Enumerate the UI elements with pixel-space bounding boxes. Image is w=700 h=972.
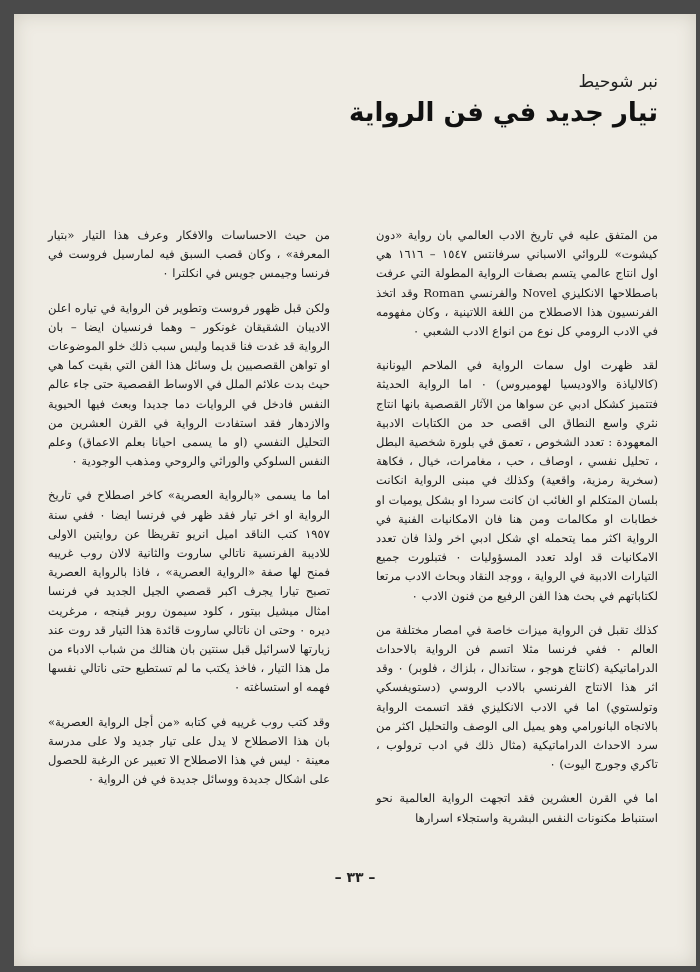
document-page <box>14 14 696 966</box>
author-name: نبر شوحيط <box>578 72 658 92</box>
paragraph: وقد كتب روب غرييه في كتابه «من أجل الرواية العصرية» بان هذا الاصطلاح لا يدل على تيار جديد ولا على مدرسة معينة ٠ ليس في هذا الاصطلاح الا تعبير عن الرغبة للحصول على اشكال جديدة ووسائل جديدة في فن الرواية ٠ <box>48 714 330 787</box>
paragraph: اما ما يسمى «بالرواية العصرية» كاخر اصطلاح في تاريخ الرواية او اخر تيار فقد ظهر في فرنسا ايضا ٠ ففي سنة ١٩٥٧ كتب الناقد اميل انريو تقريظا عن روايتين الاولى للاديبة الفرنسية ناتالي ساروت والثانية لالان روب غرييه فمنح لها صفة «الرواية العصرية» ، فاذا بالرواية العصرية تصبح تيارا يجرف اكبر قصصي الجيل الجديد في فرنسا امثال ميشيل بيتور ، كلود سيمون روبر فينجه ، مرغريت ديره ٠ وحتى ان ناتالي ساروت قائدة هذا التيار قد روت عند زيارتها لاسرائيل قبل سنتين بان هنالك من شباب الادباء من مل هذا التيار ، فاخذ يكتب ما لم تستطيع حتى ناتالي نفسها فهمه او استساغته ٠ <box>48 488 330 695</box>
paragraph: لقد ظهرت اول سمات الرواية في الملاحم اليونانية (كالالياذة والاوديسيا لهوميروس) ٠ اما الرواية الحديثة فتتميز كشكل ادبي عن سواها من الآثار القصصية بانها انتاج نثري واسع النطاق الى اقصى حد من الكتابات الادبية المعهودة : تعدد الشخوص ، تعمق في بلورة شخصية البطل ، تحليل نفسي ، اوصاف ، حب ، مغامرات، خيال ، فكاهة (سخرية رمزية، واقعية) وكذلك في مبنى الرواية انكانت بلسان المتكلم او الغائب ان كانت سردا او بشكل يوميات او خطابات او مكالمات ومن هنا فان الامكانيات الفنية في الرواية اكثر مما يتحمله اي شكل ادبي اخر ولذا فان تعدد الامكانيات قد اولد تعدد المسؤوليات ٠ فتبلورت جميع التيارات الادبية في الرواية ، ووجد النقاد وبحاث الادب مرتعا لكتاباتهم في بحث هذا الفن الرفيع من فنون الادب ٠ <box>376 358 659 603</box>
article-title: تيار جديد في فن الرواية <box>348 98 658 128</box>
paragraph: ولكن قبل ظهور فروست وتطوير فن الرواية في تياره اعلن الاديبان الشقيقان غونكور – وهما فرنسيان ايضا – بان الرواية قد غدت فنا قديما وليس سبب ذلك خلو الموضوعات او تواهن القصصيين بل وسائل هذا الفن التي بقيت كما هي حيث بدت علائم الملل في الاوساط القصصية حتى جاء عالم النفس فادخل في الروايات دما جديدا وبعث فيها الحيوية والازدهار فقد استفادت الرواية في القرن العشرين من التحليل النفسي (او ما يسمى احيانا بعلم الاعماق) وعلم النفس السلوكي والوراثي والروحي ومذهب الوجودية ٠ <box>48 300 330 469</box>
paragraph: من حيث الاحساسات والافكار وعرف هذا التيار «بتيار المعرفة» ، وكان قصب السبق فيه لمارسيل فروست في فرنسا وجيمس جويس في انكلترا ٠ <box>48 228 330 281</box>
paragraph: كذلك تقبل فن الرواية ميزات خاصة في امصار مختلفة من العالم ٠ ففي فرنسا مثلا اتسم فن الرواية بالاحداث الدراماتيكية (كانتاج هوجو ، ستاندال ، بلزاك ، فلوبر) ٠ وقد اثر هذا الانتاج الفرنسي بالادب الروسي (دستويفسكي وتولستوي) اما في الادب الانكليزي فقد اتسمت الرواية بالاتجاه البانورامي وهو يميل الى الوصف والتحليل اكثر من سرد الاحداث الدراماتيكية (مثال ذلك في ادب ترولوب ، تاكري وجورج اليوت) ٠ <box>376 622 658 772</box>
left-column <box>48 226 330 804</box>
right-column <box>376 226 658 843</box>
paragraph: من المتفق عليه في تاريخ الادب العالمي بان رواية «دون كيشوت» للروائي الاسباني سرفانتس ١٥٤٧ – ١٦١٦ هي اول انتاج عالمي يتسم بصفات الرواية المطولة التي عرفت باصطلاحها الانكليزي Novel والفرنسي Roman وقد اتخذ الفرنسيون هذا الاصطلاح من اللغة اللاتينية ، وكان مفهومه في الادب الرومي كل نوع من انواع الادب الشعبي ٠ <box>376 228 659 339</box>
page-number: – ٣٣ – <box>334 870 376 886</box>
paragraph: اما في القرن العشرين فقد اتجهت الرواية العالمية نحو استنباط مكنونات النفس البشرية واستجلاء اسرارها <box>376 791 658 825</box>
article-header <box>349 72 658 128</box>
